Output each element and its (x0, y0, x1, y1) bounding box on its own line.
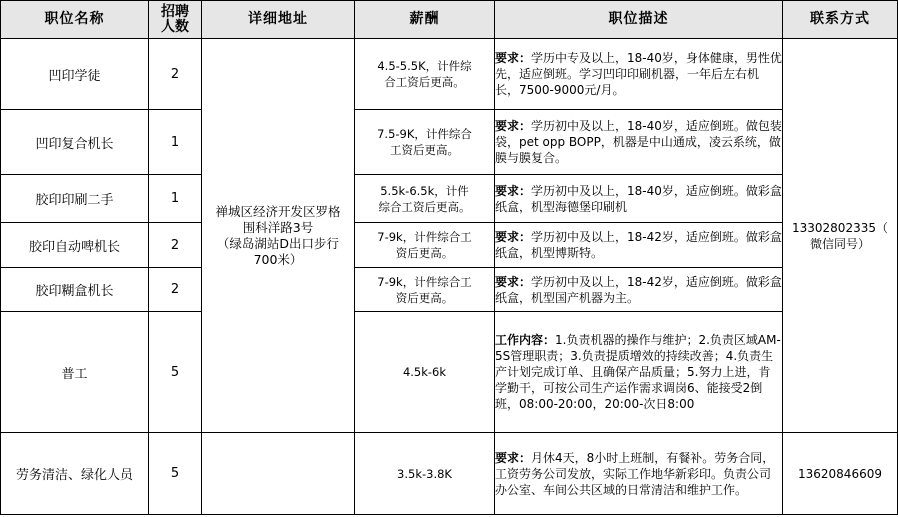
position-name: 胶印印刷二手 (1, 175, 149, 223)
job-description (495, 268, 783, 312)
headcount: 2 (149, 268, 202, 312)
description-label: 工作内容： (495, 333, 556, 347)
position-name: 胶印糊盒机长 (1, 268, 149, 312)
headcount: 2 (149, 223, 202, 268)
headcount: 1 (149, 175, 202, 223)
description-text: 学历初中及以上，18-42岁，适应倒班。做彩盒纸盒，机型博斯特。 (495, 230, 782, 260)
salary: 3.5k-3.8K (355, 433, 495, 515)
salary: 7.5-9K，计件综合 工资后更高。 (355, 110, 495, 175)
headcount: 1 (149, 110, 202, 175)
header-count: 招聘 人数 (149, 1, 202, 39)
position-name: 凹印复合机长 (1, 110, 149, 175)
header-description: 职位描述 (495, 1, 783, 39)
description-text: 学历中专及以上，18-40岁，身体健康，男性优先，适应倒班。学习凹印印刷机器，一年后左右机长，7500-9000元/月。 (495, 51, 782, 97)
position-name: 凹印学徒 (1, 39, 149, 110)
header-salary: 薪酬 (355, 1, 495, 39)
header-contact: 联系方式 (783, 1, 898, 39)
address-empty-cell (202, 433, 355, 515)
table-row (1, 223, 898, 268)
description-label: 要求： (495, 183, 532, 198)
description-label: 要求： (495, 274, 532, 289)
job-description (495, 433, 783, 515)
salary: 4.5-5.5K，计件综 合工资后更高。 (355, 39, 495, 110)
description-label: 要求： (495, 230, 532, 244)
salary: 7-9k，计件综合工 资后更高。 (355, 268, 495, 312)
job-description (495, 312, 783, 433)
description-text: 学历初中及以上，18-40岁，适应倒班。做包装袋，pet opp BOPP，机器是中山通成，凌云系统，做膜与膜复合。 (495, 119, 782, 165)
position-name: 普工 (1, 312, 149, 433)
table-row (1, 175, 898, 223)
table-row (1, 312, 898, 433)
header-position: 职位名称 (1, 1, 149, 39)
job-description (495, 110, 783, 175)
header-address: 详细地址 (202, 1, 355, 39)
headcount: 5 (149, 312, 202, 433)
job-description (495, 175, 783, 223)
salary: 4.5k-6k (355, 312, 495, 433)
headcount: 2 (149, 39, 202, 110)
header-row (1, 1, 898, 39)
description-label: 要求： (495, 119, 532, 133)
table-row (1, 110, 898, 175)
description-label: 要求： (495, 51, 532, 65)
salary: 5.5k-6.5k，计件 综合工资后更高。 (355, 175, 495, 223)
contact-phone-secondary: 13620846609 (783, 433, 898, 515)
table-row (1, 268, 898, 312)
description-text: 月休4天，8小时上班制，有餐补。劳务合同，工资劳务公司发放，实际工作地华新彩印。负责公司办公室、车间公共区域的日常清洁和维护工作。 (495, 450, 775, 497)
contact-phone: 13302802335（ 微信同号） (783, 39, 898, 433)
salary: 7-9k，计件综合工 资后更高。 (355, 223, 495, 268)
headcount: 5 (149, 433, 202, 515)
table-row (1, 39, 898, 110)
table-row (1, 433, 898, 515)
job-description (495, 223, 783, 268)
description-text: 学历初中及以上，18-42岁，适应倒班。做彩盒纸盒，机型国产机器为主。 (495, 274, 782, 305)
position-name: 劳务清洁、绿化人员 (1, 433, 149, 515)
position-name: 胶印自动啤机长 (1, 223, 149, 268)
description-text: 学历初中及以上，18-40岁，适应倒班。做彩盒纸盒，机型海德堡印刷机 (495, 183, 782, 214)
job-description (495, 39, 783, 110)
work-address: 禅城区经济开发区罗格 围科洋路3号 （绿岛湖站D出口步行 700米） (202, 39, 355, 433)
description-text: 1.负责机器的操作与维护；2.负责区域AM-5S管理职责；3.负责提质增效的持续改善；4.负责生产计划完成订单、且确保产品质量；5.努力上进，肯学勤干，可按公司生产运作需求调岗6、能接受2倒班，08:00-20:00，20:00-次日8:00 (495, 333, 781, 411)
description-label: 要求： (495, 450, 532, 465)
